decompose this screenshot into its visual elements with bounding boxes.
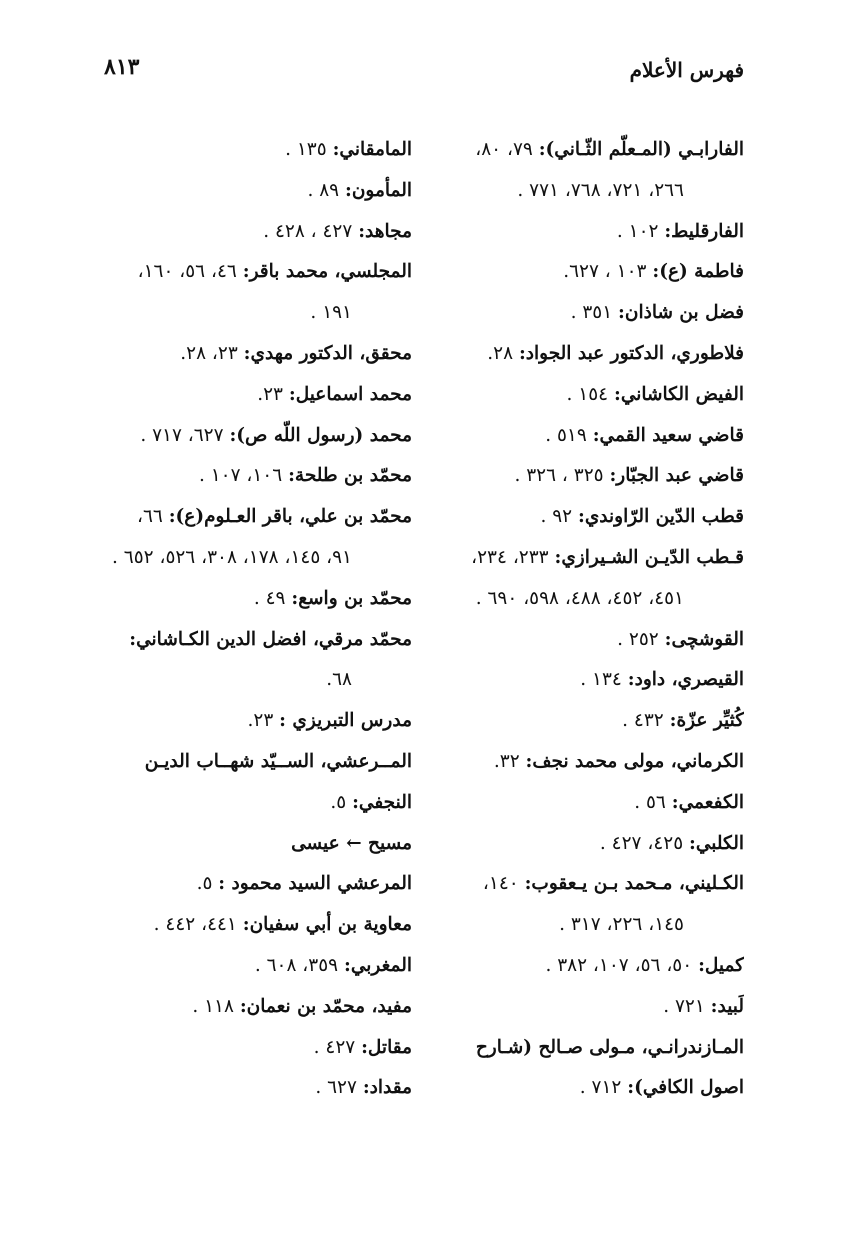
index-entry-name: قطب الدّين الرّاوندي: [577,506,744,528]
index-entry-pages: ٩٢ . [540,506,578,528]
index-entry-pages: ١٩١ . [310,302,352,324]
index-column-left [104,130,412,1109]
index-entry-line [104,864,412,905]
index-entry-name: الكفعمي: [671,791,744,813]
index-entry-pages: ٢٥٢ . [617,628,665,650]
index-entry-line [426,905,744,946]
index-entry-name: مفيد، محمّد بن نعمان: [239,995,412,1017]
index-entry-name: محمّد مرقي، افضل الدين الكـاشاني: [129,628,412,650]
index-entry-name: المــرعشي، الســيّد شهــاب الديـن [144,750,412,772]
index-entry-pages: ٤٦، ٥٦، ١٦٠، [137,261,243,283]
index-entry-line [426,538,744,579]
index-entry-name: محمّد بن واسع: [291,587,412,609]
index-entry-name: مقداد: [362,1077,412,1099]
index-entry-name: قاضي سعيد القمي: [592,424,744,446]
index-entry-line [104,293,412,334]
index-entry-pages: ١٠٢ . [616,220,665,242]
index-entry-line [104,783,412,824]
index-entry-name: فاطمة (ع): [652,261,744,283]
index-entry-name: الكلبي: [689,832,744,854]
index-entry-pages: ١٣٤ . [580,669,628,691]
index-entry-name: قـطب الدّيـن الشـيرازي: [554,546,744,568]
index-entry-name: المرعشي السيد محمود : [218,873,412,895]
index-entry-line [426,824,744,865]
index-entry-line [426,252,744,293]
index-entry-line [426,1068,744,1109]
index-entry-name: النجفي: [352,791,412,813]
index-entry-pages: ١٤٠، [482,873,525,895]
index-entry-line [104,742,412,783]
index-entry-line [104,824,412,865]
index-entry-name: المأمون: [345,179,412,201]
index-entry-name: محمّد بن طلحة: [288,465,412,487]
index-entry-name: اصول الكافي): [627,1077,744,1099]
index-entry-pages: ٣٥٩، ٦٠٨ . [254,954,344,976]
index-entry-pages: ٥. [196,873,219,895]
index-entry-pages: ٢٨. [487,342,519,364]
index-entry-pages: ١٤٥، ٢٢٦، ٣١٧ . [559,914,684,936]
index-entry-pages: ٤٩ . [253,587,292,609]
index-entry-pages: ١٠٣ ، ٦٢٧. [563,261,653,283]
index-entry-line [104,905,412,946]
index-entry-line [426,130,744,171]
index-entry-pages: ٧٩، ٨٠، [475,139,539,160]
index-entry-name: فلاطوري، الدكتور عبد الجواد: [518,342,744,364]
index-entry-line [426,946,744,987]
index-entry-name: كُثيِّر عزّة: [669,710,744,732]
index-entry-line [104,252,412,293]
index-entry-pages: ٢٣. [247,710,280,732]
index-entry-pages: ٦٢٧، ٧١٧ . [140,424,230,446]
index-entry-pages: ٢٣، ٢٨. [180,342,244,364]
page-header-title: فهرس الأعلام [629,58,744,82]
index-entry-line [104,1068,412,1109]
index-entry-name: محقق، الدكتور مهدي: [243,342,412,364]
index-entry-line [104,946,412,987]
index-entry-pages: ٦٢٧ . [315,1077,363,1099]
index-entry-line [426,864,744,905]
index-entry-pages: ٤٢٥، ٤٢٧ . [599,832,690,854]
index-entry-pages: ٤٣٢ . [622,710,670,732]
index-entry-name: المـازندرانـي، مـولى صـالح (شـارح [475,1036,744,1058]
index-entry-line [104,416,412,457]
index-entry-name: محمد (رسول اللّه ص): [229,424,412,446]
index-entry-line [426,1028,744,1069]
index-entry-name: الكـليني، مـحمد بـن يـعقوب: [524,873,744,895]
index-entry-pages: ٤٤١، ٤٤٢ . [153,914,243,936]
index-entry-pages: ١١٨ . [192,995,240,1017]
index-entry-line [426,579,744,620]
index-entry-line [104,130,412,171]
index-entry-pages: ٤٢٧ ، ٤٢٨ . [263,220,359,242]
page-number: ٨١٣ [104,54,140,80]
index-entry-line [104,1028,412,1069]
index-entry-name: محمد اسماعيل: [288,383,412,405]
index-entry-pages: ٤٥١، ٤٥٢، ٤٨٨، ٥٩٨، ٦٩٠ . [475,587,684,609]
index-entry-line [104,456,412,497]
index-entry-line [426,660,744,701]
index-entry-name: كميل: [698,954,744,976]
index-entry-pages: ٢٣. [257,383,289,405]
index-entry-line [426,293,744,334]
index-entry-line [104,171,412,212]
index-entry-name: المغربي: [343,954,412,976]
index-entry-line [426,783,744,824]
index-entry-pages: ٥٦ . [634,791,672,813]
index-entry-pages: ٢٦٦، ٧٢١، ٧٦٨، ٧٧١ . [517,179,684,201]
index-entry-line [426,701,744,742]
index-column-right [426,130,744,1109]
index-entry-line [426,497,744,538]
index-entry-name: مدرس التبريزي : [279,710,412,732]
index-entry-pages: ٣٢. [493,750,526,772]
index-entry-name: مسيح ← عيسى [291,832,412,854]
index-entry-pages: ٥٠، ٥٦، ١٠٧، ٣٨٢ . [545,954,699,976]
index-entry-line [426,987,744,1028]
index-entry-line [426,375,744,416]
index-entry-name: الكرماني، مولى محمد نجف: [525,750,744,772]
index-entry-pages: ٩١، ١٤٥، ١٧٨، ٣٠٨، ٥٢٦، ٦٥٢ . [112,546,352,568]
index-entry-name: الفارقليط: [664,220,744,242]
index-entry-line [104,497,412,538]
index-entry-line [104,987,412,1028]
index-entry-line [426,456,744,497]
index-entry-name: لَبيد: [710,995,744,1017]
index-entry-name: قاضي عبد الجبّار: [609,465,744,487]
index-entry-name: المامقاني: [332,139,412,160]
index-entry-pages: ١٥٤ . [566,383,614,405]
index-entry-pages: ٦٨. [326,669,352,691]
index-entry-line [104,334,412,375]
index-entry-pages: ٨٩ . [307,179,345,201]
index-entry-name: مقاتل: [361,1036,412,1058]
index-entry-pages: ٣٢٥ ، ٣٢٦ . [514,465,610,487]
index-entry-line [104,701,412,742]
index-entry-pages: ٤٢٧ . [313,1036,362,1058]
index-entry-name: الفارابـي (المـعلّم الثّـاني): [538,139,744,160]
index-entry-name: القيصري، داود: [627,669,744,691]
index-entry-pages: ٣٥١ . [570,302,619,324]
index-entry-name: فضل بن شاذان: [618,302,744,324]
index-entry-name: محمّد بن علي، باقر العـلوم(ع): [168,506,412,528]
index-entry-name: معاوية بن أبي سفيان: [242,914,412,936]
index-entry-pages: ٥. [330,791,353,813]
index-entry-pages: ٥١٩ . [545,424,593,446]
index-entry-pages: ٧٢١ . [663,995,711,1017]
index-entry-name: المجلسي، محمد باقر: [242,261,412,283]
index-entry-line [426,212,744,253]
index-entry-pages: ١٣٥ . [285,139,333,160]
index-entry-line [104,620,412,661]
index-entry-line [104,660,412,701]
index-entry-line [426,171,744,212]
index-entry-pages: ٧١٢ . [579,1077,628,1099]
index-entry-line [104,579,412,620]
index-entry-line [426,334,744,375]
index-entry-line [104,212,412,253]
index-entry-line [104,538,412,579]
index-entry-pages: ٦٦، [136,506,169,528]
index-entry-pages: ٢٣٣، ٢٣٤، [471,546,555,568]
index-entry-line [426,620,744,661]
index-entry-name: الفيض الكاشاني: [614,383,744,405]
index-entry-pages: ١٠٦، ١٠٧ . [198,465,289,487]
index-entry-line [426,416,744,457]
index-entry-line [426,742,744,783]
index-entry-name: مجاهد: [358,220,412,242]
index-entry-line [104,375,412,416]
index-entry-name: القوشچی: [664,628,744,650]
